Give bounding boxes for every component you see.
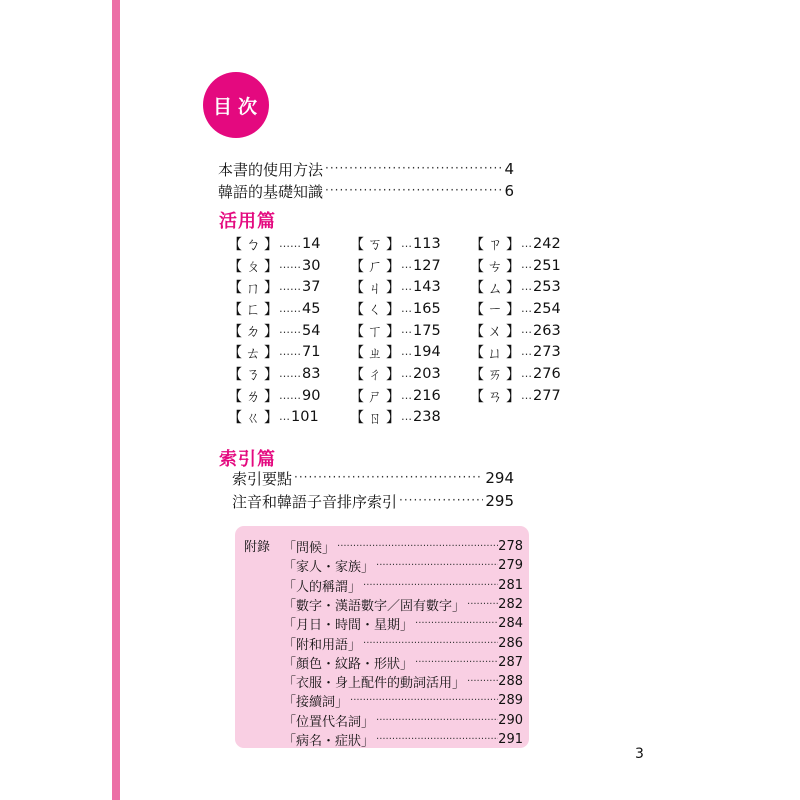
zhuyin-entry-page: 251 <box>533 257 561 274</box>
zhuyin-entry-page: 30 <box>302 257 321 274</box>
zhuyin-column-2 <box>350 233 470 428</box>
bracket-close: 】 <box>264 301 278 318</box>
bracket-open: 【 <box>350 410 364 427</box>
appendix-entry-label: 「數字・漢語數字／固有數字」 <box>283 598 466 614</box>
zhuyin-symbol: ㄙ <box>487 278 503 297</box>
zhuyin-entry[interactable] <box>228 341 348 363</box>
zhuyin-entry[interactable] <box>228 363 348 385</box>
zhuyin-entry-page: 203 <box>413 365 441 382</box>
dot-leader: …… <box>279 280 301 294</box>
toc-entry-label: 韓語的基礎知識 <box>218 182 324 201</box>
dot-leader: … <box>401 366 412 380</box>
bracket-close: 】 <box>386 301 400 318</box>
dot-leader: … <box>401 280 412 294</box>
dot-leader: …… <box>279 345 301 359</box>
zhuyin-entry[interactable] <box>350 407 470 429</box>
appendix-entry-label: 「人的稱謂」 <box>283 579 362 595</box>
page-number: 3 <box>635 746 644 762</box>
zhuyin-entry[interactable] <box>350 233 470 255</box>
zhuyin-entry[interactable] <box>228 276 348 298</box>
appendix-entry[interactable] <box>283 633 523 654</box>
dot-leader <box>363 580 498 591</box>
appendix-entry-page: 289 <box>498 693 523 709</box>
zhuyin-entry[interactable] <box>470 233 590 255</box>
bracket-open: 【 <box>228 258 242 275</box>
zhuyin-symbol: ㄓ <box>367 343 383 362</box>
zhuyin-entry[interactable] <box>228 407 348 429</box>
appendix-label: 附錄 <box>244 540 271 555</box>
zhuyin-entry-page: 253 <box>533 279 561 296</box>
zhuyin-symbol: ㄐ <box>367 278 383 297</box>
appendix-entry-page: 281 <box>498 577 523 593</box>
appendix-entry-label: 「家人・家族」 <box>283 560 375 576</box>
appendix-entry-page: 287 <box>498 654 523 670</box>
dot-leader: … <box>401 388 412 402</box>
zhuyin-entry-page: 101 <box>291 409 319 426</box>
index-entry[interactable] <box>232 467 514 489</box>
bracket-close: 】 <box>264 366 278 383</box>
toc-entry[interactable] <box>218 180 514 202</box>
zhuyin-symbol: ㄇ <box>245 278 261 297</box>
index-entry-label: 索引要點 <box>232 469 293 488</box>
zhuyin-entry-page: 175 <box>413 322 441 339</box>
bracket-close: 】 <box>386 388 400 405</box>
bracket-open: 【 <box>350 345 364 362</box>
bracket-open: 【 <box>350 236 364 253</box>
zhuyin-entry[interactable] <box>350 341 470 363</box>
bracket-open: 【 <box>350 366 364 383</box>
dot-leader <box>350 695 498 706</box>
zhuyin-entry-page: 127 <box>413 257 441 274</box>
appendix-entry-label: 「病名・症狀」 <box>283 734 375 749</box>
dot-leader: …… <box>279 258 301 272</box>
index-section-heading: 索引篇 <box>219 449 276 470</box>
zhuyin-entry[interactable] <box>350 385 470 407</box>
zhuyin-symbol: ㄕ <box>367 387 383 406</box>
zhuyin-symbol: ㄅ <box>245 235 261 254</box>
dot-leader: …… <box>279 301 301 315</box>
bracket-close: 】 <box>264 410 278 427</box>
zhuyin-symbol: ㄨ <box>487 322 503 341</box>
zhuyin-entry-page: 276 <box>533 365 561 382</box>
zhuyin-column-3 <box>470 233 590 407</box>
zhuyin-symbol: ㄖ <box>367 408 383 427</box>
zhuyin-entry-page: 90 <box>302 387 321 404</box>
appendix-entry[interactable] <box>283 729 523 750</box>
bracket-close: 】 <box>264 258 278 275</box>
bracket-close: 】 <box>506 280 520 297</box>
dot-leader <box>325 161 502 175</box>
zhuyin-entry[interactable] <box>350 255 470 277</box>
zhuyin-symbol: ㄉ <box>245 322 261 341</box>
index-entry[interactable] <box>232 490 514 512</box>
zhuyin-entry[interactable] <box>470 320 590 342</box>
zhuyin-entry-page: 83 <box>302 365 321 382</box>
dot-leader: … <box>521 366 532 380</box>
bracket-open: 【 <box>470 280 484 297</box>
bracket-close: 】 <box>264 236 278 253</box>
zhuyin-entry-page: 54 <box>302 322 321 339</box>
appendix-entry[interactable] <box>283 575 523 596</box>
zhuyin-symbol: ㄘ <box>487 257 503 276</box>
dot-leader: … <box>401 410 412 424</box>
dot-leader <box>325 183 502 197</box>
toc-entry[interactable] <box>218 158 514 180</box>
dot-leader: … <box>401 236 412 250</box>
bracket-open: 【 <box>470 258 484 275</box>
bracket-close: 】 <box>506 323 520 340</box>
dot-leader: … <box>401 323 412 337</box>
bracket-close: 】 <box>264 323 278 340</box>
appendix-entry[interactable] <box>283 594 523 615</box>
zhuyin-entry-page: 71 <box>302 344 321 361</box>
bracket-close: 】 <box>386 410 400 427</box>
zhuyin-entry-page: 277 <box>533 387 561 404</box>
zhuyin-entry[interactable] <box>228 233 348 255</box>
page-edge-bar <box>112 0 120 800</box>
appendix-entry-page: 288 <box>498 674 523 690</box>
bracket-open: 【 <box>228 236 242 253</box>
dot-leader <box>415 618 498 629</box>
appendix-entry-label: 「衣服・身上配件的動詞活用」 <box>283 676 466 692</box>
bracket-open: 【 <box>470 236 484 253</box>
dot-leader: …… <box>279 366 301 380</box>
appendix-entry[interactable] <box>283 690 523 711</box>
appendix-entry[interactable] <box>283 710 523 731</box>
dot-leader: … <box>401 345 412 359</box>
appendix-entry-page: 278 <box>498 539 523 554</box>
zhuyin-symbol: ㄒ <box>367 322 383 341</box>
appendix-entry[interactable] <box>283 536 523 557</box>
zhuyin-entry[interactable] <box>350 298 470 320</box>
bracket-open: 【 <box>470 345 484 362</box>
bracket-open: 【 <box>350 301 364 318</box>
dot-leader: … <box>521 323 532 337</box>
zhuyin-symbol: ㄑ <box>367 300 383 319</box>
dot-leader: … <box>401 258 412 272</box>
bracket-open: 【 <box>470 301 484 318</box>
zhuyin-entry-page: 194 <box>413 344 441 361</box>
dot-leader <box>376 715 498 726</box>
toc-entry-page: 4 <box>504 160 514 178</box>
bracket-close: 】 <box>386 366 400 383</box>
appendix-entry-page: 291 <box>498 732 523 747</box>
appendix-entry-page: 279 <box>498 558 523 574</box>
zhuyin-symbol: ㄔ <box>367 365 383 384</box>
bracket-close: 】 <box>386 280 400 297</box>
zhuyin-entry[interactable] <box>228 298 348 320</box>
dot-leader: … <box>521 388 532 402</box>
bracket-open: 【 <box>470 323 484 340</box>
zhuyin-entry-page: 216 <box>413 387 441 404</box>
appendix-entry-page: 290 <box>498 712 523 728</box>
zhuyin-entry-page: 45 <box>302 300 321 317</box>
dot-leader: … <box>521 236 532 250</box>
bracket-close: 】 <box>506 345 520 362</box>
appendix-entry-label: 「月日・時間・星期」 <box>283 618 414 634</box>
bracket-close: 】 <box>386 345 400 362</box>
bracket-close: 】 <box>506 366 520 383</box>
zhuyin-symbol: ㄗ <box>487 235 503 254</box>
zhuyin-entry-page: 242 <box>533 235 561 252</box>
zhuyin-symbol: ㄎ <box>367 235 383 254</box>
dot-leader <box>376 560 498 571</box>
zhuyin-entry[interactable] <box>350 320 470 342</box>
appendix-entry-page: 284 <box>498 616 523 632</box>
dot-leader: …… <box>279 323 301 337</box>
usage-section-heading: 活用篇 <box>219 211 276 232</box>
bracket-close: 】 <box>506 236 520 253</box>
zhuyin-entry[interactable] <box>470 363 590 385</box>
toc-entry-page: 6 <box>504 182 514 200</box>
appendix-entry-page: 282 <box>498 596 523 612</box>
appendix-entry[interactable] <box>283 652 523 673</box>
toc-entry-label: 本書的使用方法 <box>218 160 324 179</box>
appendix-entry[interactable] <box>283 671 523 692</box>
bracket-open: 【 <box>228 323 242 340</box>
index-entry-page: 294 <box>485 469 514 487</box>
index-entry-label: 注音和韓語子音排序索引 <box>232 492 398 511</box>
zhuyin-entry-page: 113 <box>413 235 441 252</box>
zhuyin-entry[interactable] <box>470 276 590 298</box>
appendix-entry-label: 「問候」 <box>283 541 336 556</box>
appendix-entry[interactable] <box>283 555 523 576</box>
appendix-entry-label: 「顏色・紋路・形狀」 <box>283 656 414 672</box>
dot-leader <box>294 470 483 484</box>
bracket-open: 【 <box>350 388 364 405</box>
zhuyin-symbol: ㄍ <box>245 408 261 427</box>
bracket-close: 】 <box>264 280 278 297</box>
appendix-entry-label: 「接續詞」 <box>283 695 349 711</box>
dot-leader: … <box>279 410 290 424</box>
dot-leader: … <box>521 345 532 359</box>
bracket-open: 【 <box>228 301 242 318</box>
zhuyin-entry-page: 238 <box>413 409 441 426</box>
bracket-open: 【 <box>228 388 242 405</box>
dot-leader <box>376 734 498 745</box>
zhuyin-column-1 <box>228 233 348 428</box>
dot-leader: …… <box>279 388 301 402</box>
dot-leader: … <box>521 258 532 272</box>
zhuyin-entry[interactable] <box>470 385 590 407</box>
zhuyin-symbol: ㄆ <box>245 257 261 276</box>
zhuyin-symbol: ㄏ <box>367 257 383 276</box>
dot-leader <box>415 657 498 668</box>
bracket-close: 】 <box>506 258 520 275</box>
zhuyin-symbol: ㄊ <box>245 343 261 362</box>
bracket-close: 】 <box>386 236 400 253</box>
bracket-open: 【 <box>228 280 242 297</box>
zhuyin-entry-page: 37 <box>302 279 321 296</box>
zhuyin-symbol: ㄌ <box>245 387 261 406</box>
dot-leader: … <box>521 301 532 315</box>
bracket-close: 】 <box>506 388 520 405</box>
appendix-entry-page: 286 <box>498 635 523 651</box>
dot-leader <box>363 638 498 649</box>
zhuyin-symbol: ㄧ <box>487 300 503 319</box>
zhuyin-entry-page: 14 <box>302 235 321 252</box>
zhuyin-symbol: ㄋ <box>245 365 261 384</box>
zhuyin-symbol: ㄞ <box>487 365 503 384</box>
zhuyin-entry[interactable] <box>470 298 590 320</box>
bracket-open: 【 <box>350 323 364 340</box>
index-entry-page: 295 <box>485 492 514 510</box>
toc-title: 目次 <box>212 95 263 118</box>
dot-leader: …… <box>279 236 301 250</box>
bracket-open: 【 <box>350 258 364 275</box>
zhuyin-entry-page: 273 <box>533 344 561 361</box>
zhuyin-entry-page: 263 <box>533 322 561 339</box>
bracket-open: 【 <box>350 280 364 297</box>
bracket-close: 】 <box>386 323 400 340</box>
zhuyin-entry-page: 165 <box>413 300 441 317</box>
appendix-entry-label: 「附和用語」 <box>283 637 362 653</box>
zhuyin-entry[interactable] <box>228 320 348 342</box>
dot-leader <box>467 599 498 610</box>
appendix-entry-label: 「位置代名詞」 <box>283 714 375 730</box>
bracket-open: 【 <box>228 410 242 427</box>
bracket-close: 】 <box>264 345 278 362</box>
zhuyin-entry[interactable] <box>228 385 348 407</box>
toc-title-badge <box>203 72 269 138</box>
zhuyin-symbol: ㄩ <box>487 343 503 362</box>
dot-leader: … <box>401 301 412 315</box>
zhuyin-entry-page: 254 <box>533 300 561 317</box>
dot-leader <box>337 541 498 552</box>
bracket-open: 【 <box>470 366 484 383</box>
zhuyin-entry[interactable] <box>228 255 348 277</box>
bracket-close: 】 <box>506 301 520 318</box>
bracket-close: 】 <box>386 258 400 275</box>
dot-leader <box>399 493 483 507</box>
bracket-close: 】 <box>264 388 278 405</box>
zhuyin-entry[interactable] <box>470 341 590 363</box>
dot-leader <box>467 676 498 687</box>
bracket-open: 【 <box>470 388 484 405</box>
zhuyin-entry[interactable] <box>350 363 470 385</box>
zhuyin-entry[interactable] <box>350 276 470 298</box>
dot-leader: … <box>521 280 532 294</box>
zhuyin-entry-page: 143 <box>413 279 441 296</box>
bracket-open: 【 <box>228 366 242 383</box>
appendix-entry[interactable] <box>283 613 523 634</box>
zhuyin-symbol: ㄈ <box>245 300 261 319</box>
zhuyin-symbol: ㄢ <box>487 387 503 406</box>
bracket-open: 【 <box>228 345 242 362</box>
zhuyin-entry[interactable] <box>470 255 590 277</box>
